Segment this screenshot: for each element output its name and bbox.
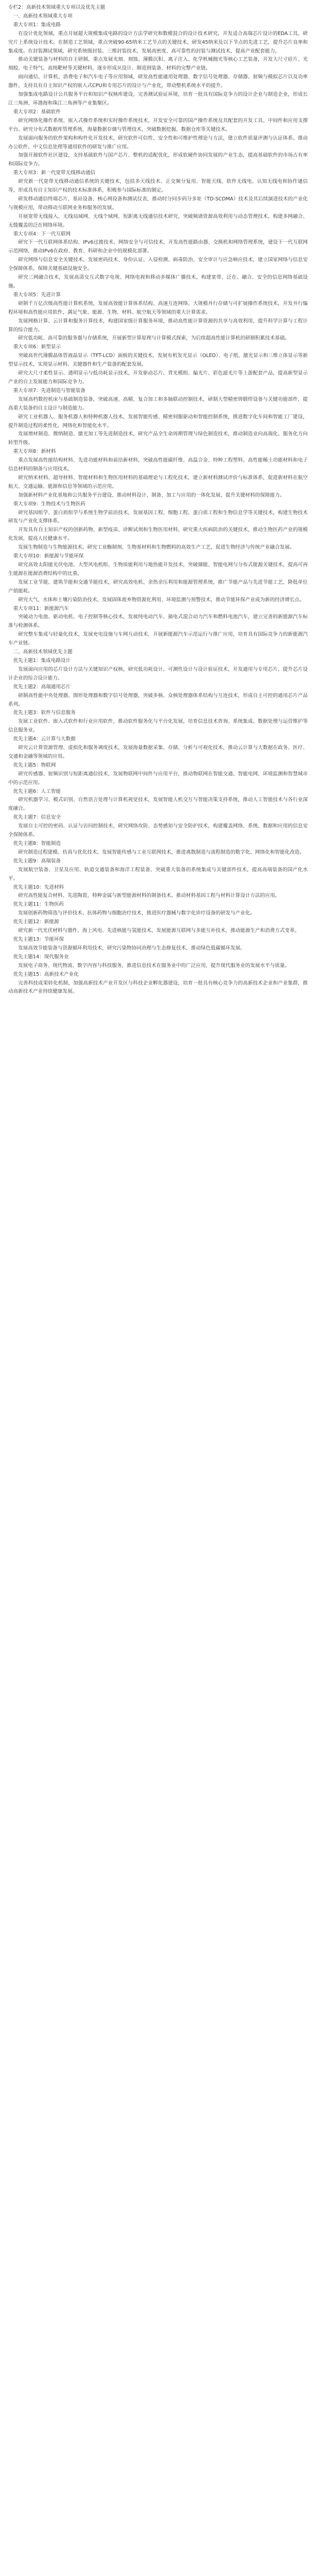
subsection-heading: 重大专项2：基础软件	[13, 109, 61, 115]
body-paragraph: 研究网络与信息安全关键技术，发展密码技术、身份认证、入侵检测、病毒防治、安全审计与应急响应技术，建立国家网络与信息安全保障体系，保障关键基础设施安全。	[8, 257, 308, 272]
subsection-heading: 优先主题9：高端装备	[13, 858, 61, 864]
subsection-heading: 优先主题8：智能制造	[13, 841, 61, 846]
body-paragraph: 研究下一代互联网体系结构、IPv6过渡技术、网络安全与可信技术，开发高性能路由器、交换机和网络管理系统，建设下一代互联网示范网络，推动IPv6在政府、教育、科研和企业中的规模化部署。	[8, 240, 308, 255]
body-paragraph: 研究新一代宽带无线移动通信系统的关键技术，包括多天线技术、正交频分复用、智能天线、软件无线电、认知无线电和协作通信等，形成具有自主知识产权的技术标准体系，积极参与国际标准的制定。	[8, 179, 308, 194]
subsection-heading: 重大专项5：先进计算	[13, 292, 61, 298]
body-paragraph: 研究工业机器人、服务机器人和特种机器人技术，发展智能传感、精密伺服驱动和智能控制系统，推进数字化车间和智能工厂建设，提升制造过程的柔性化、网络化和智能化水平。	[8, 414, 308, 429]
body-paragraph: 研究制造过程建模、仿真与优化技术，发展智能传感与工业互联网技术，推进离散制造与流程制造的数字化、网络化和智能化改造。	[18, 849, 305, 855]
body-paragraph: 研制高性能中央处理器、图形处理器和数字信号处理器，突破多核、众核处理器体系结构与互连技术，形成自主可控的通用芯片产品系列。	[8, 692, 308, 707]
body-paragraph: 加强开源软件社区建设，支持基础软件与国产芯片、整机的适配优化，形成软硬件协同发展的产业生态，提高基础软件的市场占有率和国际竞争力。	[8, 152, 308, 167]
subsection-heading: 重大专项8：新材料	[13, 449, 56, 455]
body-paragraph: 发展创新药物筛选与评价技术、抗体药物与细胞治疗技术，推进医疗器械与数字化诊疗设备的研发与产业化。	[18, 910, 255, 917]
document	[0, 0, 316, 1004]
body-paragraph: 重点发展高性能结构材料、先进功能材料和前沿新材料，突破高性能碳纤维、高温合金、特种工程塑料、高性能稀土功能材料和电子信息材料的制备与应用技术。	[8, 457, 308, 472]
subsection-heading: 优先主题10：先进材料	[13, 884, 64, 890]
body-paragraph: 研究新一代光伏材料与器件、海上风电、先进核能与氢能技术，发展能源互联网与多能互补技术，推动能源生产和消费方式变革。	[18, 928, 300, 934]
subsection-heading: 优先主题1：集成电路设计	[13, 657, 71, 664]
body-paragraph: 研究低功耗、高可靠的服务器与存储系统，开展新型计算原理与计算模式探索，为后续超高性能计算机的研制积累技术基础。	[18, 335, 290, 342]
body-paragraph: 在设计优化领域，重点开展超大规模集成电路的设计方法学研究和数模混合的设计技术研究，开发适合高端芯片设计的EDA工具，研究片上系统设计技术。在制造工艺领域，重点突破90-65纳米工艺节点的关键技术，研发45纳米及以下节点的先进工艺，提升芯片良率和集成度。在封装测试领域，研究系统级封装、三维封装技术，发展高密度、高可靠性的封装与测试技术，提高产业配套能力。	[8, 30, 308, 54]
body-paragraph: 研究大尺寸柔性显示、透明显示与低功耗显示技术，开发驱动芯片、背光模组、偏光片、彩色滤光片等上游配套产品，提高新型显示产业的自主发展能力和国际竞争力。	[8, 370, 308, 385]
subsection-heading: 优先主题3：软件与信息服务	[13, 710, 76, 716]
subsection-heading: 优先主题15：高新技术产业化	[13, 971, 79, 977]
subsection-heading: 优先主题12：新能源	[13, 919, 59, 925]
subsection-heading: 重大专项10：新能源与节能环保	[13, 553, 84, 560]
body-paragraph: 发展工业软件、嵌入式软件和行业应用软件，推动软件服务化与平台化发展，培育信息技术咨询、系统集成、数据处理与运营维护等信息服务业。	[8, 719, 308, 734]
body-paragraph: 发展高档数控机床与基础制造装备，突破高速、高精、复合加工和多轴联动控制技术，研制大型精密铸锻焊设备与关键功能部件，提高重大装备的自主设计与制造能力。	[8, 396, 308, 411]
body-paragraph: 加强集成电路设计公共服务平台和知识产权核库建设，完善测试验证环境，培育一批具有国际竞争力的设计企业与制造企业，形成长江三角洲、环渤海和珠江三角洲等产业集聚区。	[8, 92, 308, 106]
document-body	[8, 12, 308, 996]
body-paragraph: 开展宽带无线接入、无线局域网、无线个域网、短距离无线通信技术研究，突破频谱资源高效利用与动态管理技术，构建多网融合、无缝覆盖的泛在网络环境。	[8, 213, 308, 228]
subsection-heading: 重大专项6：新型显示	[13, 344, 61, 350]
body-paragraph: 研发移动通信终端芯片、基站设备、核心网设备和测试仪表，推动时分同步码分多址（TD-SCDMA）技术及其后续演进技术的产业化与规模应用，带动移动互联网业务和服务的发展。	[8, 196, 308, 211]
body-paragraph: 研究高效太阳能光伏电池、大型风电机组、生物质能利用与地热能开发技术，突破储能、智能电网与分布式能源关键技术，提高可再生能源在能源消费结构中的比重。	[8, 562, 308, 577]
subsection-heading: 重大专项9：生物技术与生物医药	[13, 501, 86, 507]
section-heading: 二、高新技术领域优先主题	[13, 649, 73, 655]
body-paragraph: 推动关键装备与材料的自主研制，重点发展光刻、刻蚀、薄膜沉积、离子注入、化学机械抛光等核心工艺装备，开发大尺寸硅片、光刻胶、电子特气、高纯靶材等关键材料，逐步形成从设计、制造到装备、材料的完整产业链。	[8, 57, 308, 72]
body-paragraph: 发展增材制造、微纳制造、激光加工等先进制造技术，研究产品全生命周期管理与绿色制造技术，推动制造业向高端化、服务化方向转型升级。	[8, 431, 308, 446]
body-paragraph: 研究基因组学、蛋白质组学与系统生物学前沿技术，发展基因工程、细胞工程、蛋白质工程和生物信息学等关键技术，构建生物技术研发与产业化支撑体系。	[8, 510, 308, 524]
body-paragraph: 发展面向服务的软件架构和构件化开发技术，研究软件可信性、安全性和可维护性理论与方法，建立软件质量评测与认证体系。推动办公软件、中文信息处理等通用软件的研发与推广应用。	[8, 135, 308, 150]
subsection-heading: 重大专项1：集成电路	[13, 22, 61, 28]
body-paragraph: 研究网络化操作系统、嵌入式操作系统和实时操作系统技术，开发安全可靠的国产操作系统及其配套的开发工具、中间件和应用支撑平台。研究分布式数据库管理系统、海量数据存储与管理技术，突破数据挖掘、数据仓库等关键技术。	[8, 117, 308, 132]
body-paragraph: 研制千万亿次级高性能计算机系统，发展高效能计算体系结构、高速互连网络、大规模并行存储与可扩展操作系统技术，开发并行编程环境和高性能应用软件，满足气象、能源、生物、材料、航空航天等领域的重大计算需求。	[8, 300, 308, 315]
subsection-heading: 优先主题11：生物医药	[13, 902, 64, 908]
body-paragraph: 研究机器学习、模式识别、自然语言处理与计算机视觉技术，发展智能人机交互与智能决策支持系统，推动人工智能技术与各行业深度融合。	[8, 797, 308, 812]
body-paragraph: 突破动力电池、驱动电机、电子控制等核心技术，发展纯电动汽车、插电式混合动力汽车和燃料电池汽车，建立完善的新能源汽车标准与检测体系。	[8, 614, 308, 629]
body-paragraph: 研究大气、水体和土壤污染防治技术，发展固体废弃物资源化利用、环境监测与预警技术，推动节能环保产业成为新的经济增长点。	[18, 597, 305, 603]
body-paragraph: 研究纳米材料、超导材料、智能材料和生物医用材料的基础理论与工程化技术，建立新材料测试评价与标准体系，促进新材料在航空航天、交通运输、能源和信息等领域的示范应用。	[8, 474, 308, 489]
body-paragraph: 加强新材料产业化基地和公共服务平台建设，推动材料设计、制备、加工与应用的一体化发展，提升关键材料的保障能力。	[18, 492, 285, 498]
body-paragraph: 发展航空装备、卫星及应用、轨道交通装备和海洋工程装备，突破重大装备的系统集成与关键部件技术，提高高端装备的国产化水平。	[8, 867, 308, 882]
subsection-heading: 重大专项11：新能源汽车	[13, 605, 69, 612]
body-paragraph: 发展电子商务、现代物流、数字内容与科技服务，推进信息技术在服务业中的广泛应用，提升现代服务业的发展水平与质量。	[18, 962, 290, 969]
body-paragraph: 发展网格计算、云计算和服务计算技术，构建国家级计算服务环境，推动高性能计算资源的共享与高效利用，提升科学计算与工程计算的综合能力。	[8, 318, 308, 333]
subsection-heading: 优先主题7：信息安全	[13, 815, 61, 821]
section-heading: 一、高新技术领域重大专项	[13, 13, 73, 19]
body-paragraph: 研究高性能复合材料、先进陶瓷、特种金属与新型能源材料的制备技术，推动材料基因工程与材料计算设计方法的应用。	[18, 893, 280, 899]
subsection-heading: 重大专项4：下一代互联网	[13, 231, 71, 237]
body-paragraph: 发展工业节能、建筑节能和交通节能技术，研究高效电机、余热余压利用和能源管理系统，推广节能产品与先进节能工艺，降低单位产值能耗。	[8, 579, 308, 594]
body-paragraph: 研究云计算资源管理、虚拟化和服务调度技术，发展海量数据采集、存储、分析与可视化技术，推动云计算与大数据在政务、医疗、交通和金融等领域的应用。	[8, 745, 308, 759]
body-paragraph: 研究整车集成与轻量化技术，发展充电设施与车网互动技术，开展新能源汽车示范运行与推广应用，培育具有国际竞争力的新能源汽车产业链。	[8, 632, 308, 647]
body-paragraph: 完善科技成果转化机制，加强高新技术产业开发区与科技企业孵化器建设，培育一批具有核心竞争力的高新技术企业和产业集群，推动高新技术产业持续健康发展。	[8, 980, 308, 995]
body-paragraph: 突破高世代薄膜晶体管液晶显示（TFT-LCD）面板的关键技术，发展有机发光显示（OLED）、电子纸、激光显示和三维立体显示等新型显示技术，实现显示材料、关键器件和生产装备的配套发展。	[8, 353, 308, 368]
body-paragraph: 研究传感器、射频识别与短距离通信技术，发展物联网中间件与应用平台，推动物联网在智能交通、智能电网、环境监测和智慧城市中的示范应用。	[8, 771, 308, 786]
body-paragraph: 发展高效节能装备与资源循环利用技术，研究污染物协同治理与生态修复技术，推动绿色低碳循环发展。	[18, 945, 245, 951]
subsection-heading: 重大专项3：新一代宽带无线移动通信	[13, 170, 96, 176]
body-paragraph: 面向通信、计算机、消费电子和汽车电子等应用领域，研发高性能通用处理器、数字信号处理器、存储器、射频与模拟芯片以及功率器件，支持具有自主知识产权的嵌入式CPU和专用芯片的设计与产业化，带动整机系统水平的提升。	[8, 74, 308, 89]
body-paragraph: 发展自主可控的密码、认证与访问控制技术，研究网络攻防、态势感知与安全防护技术，构建覆盖网络、系统、数据和应用的信息安全保障体系。	[8, 823, 308, 838]
body-paragraph: 发展生物制造与生物能源技术，研究工业酶制剂、生物基材料和生物燃料的高效生产工艺，促进生物经济与传统产业融合发展。	[18, 545, 295, 551]
document-title: 专栏2：高新技术领域重大专项以及优先主题	[8, 5, 106, 10]
body-paragraph: 开发具有自主知识产权的创新药物、新型疫苗、诊断试剂和生物医用材料，研究重大疾病防治的关键技术，推动生物医药产业的规模化发展，提高人民健康水平。	[8, 527, 308, 542]
subsection-heading: 优先主题6：人工智能	[13, 788, 61, 794]
subsection-heading: 优先主题14：现代服务业	[13, 954, 69, 960]
subsection-heading: 优先主题4：云计算与大数据	[13, 736, 76, 742]
body-paragraph: 发展面向应用的芯片设计方法与关键知识产权核，研究低功耗设计、可测性设计与设计验证技术，开发通用与专用芯片，提升芯片设计企业的综合设计能力。	[8, 666, 308, 681]
subsection-heading: 优先主题13：节能环保	[13, 936, 64, 942]
subsection-heading: 优先主题2：高端通用芯片	[13, 684, 71, 690]
subsection-heading: 优先主题5：物联网	[13, 762, 56, 768]
subsection-heading: 重大专项7：先进制造与智能装备	[13, 387, 86, 394]
body-paragraph: 研究三网融合技术，发展高清交互式数字电视、网络电视和移动多媒体广播技术，构建宽带、泛在、融合、安全的信息网络基础设施。	[8, 275, 308, 289]
